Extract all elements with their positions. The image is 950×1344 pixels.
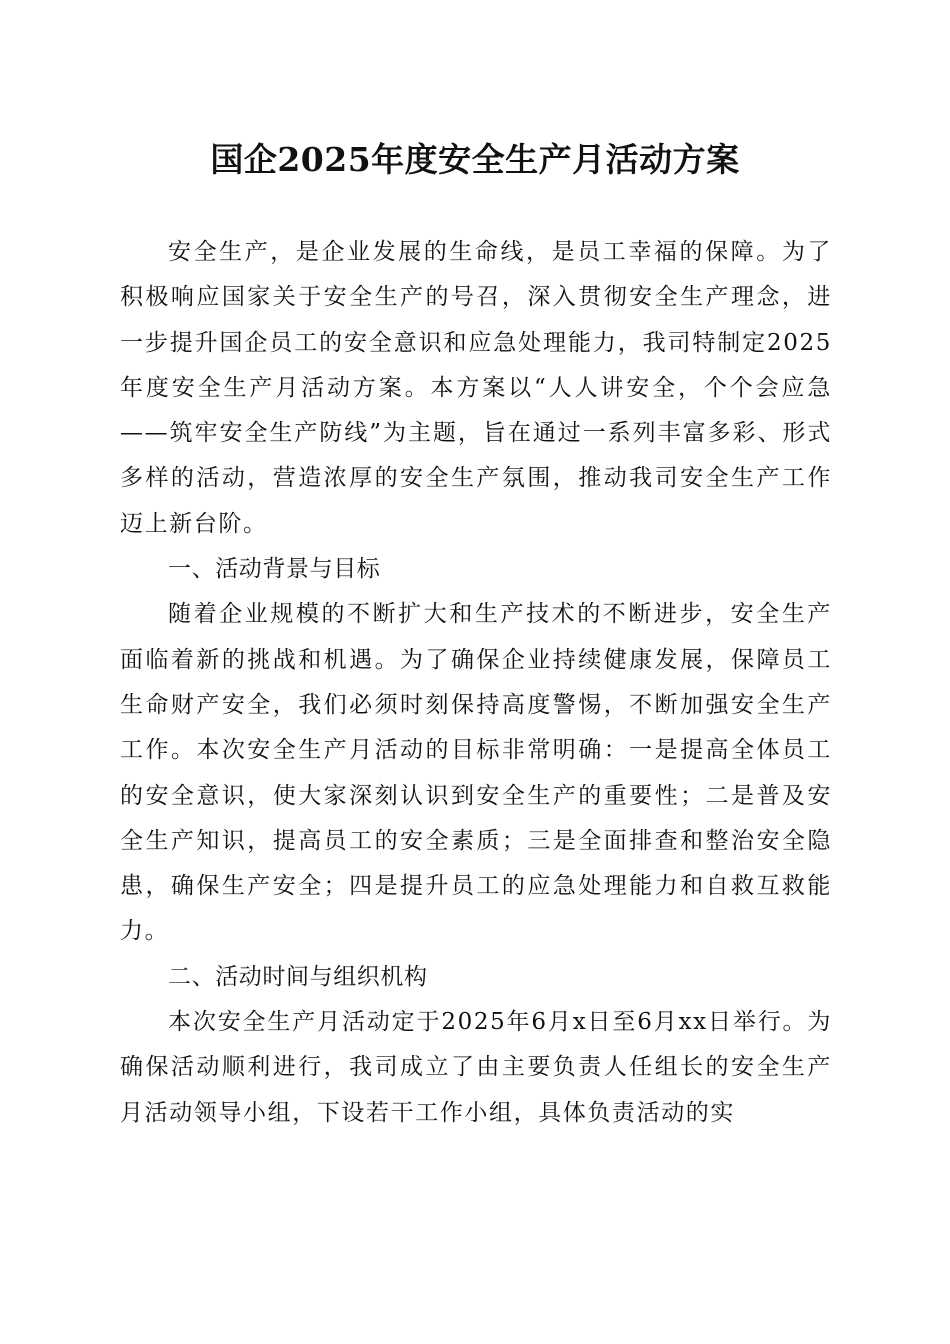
section-paragraph-time-organization: 本次安全生产月活动定于2025年6月x日至6月xx日举行。为确保活动顺利进行，我司成立了由主要负责人任组长的安全生产月活动领导小组，下设若干工作小组，具体负责活动的实 — [120, 1009, 832, 1126]
section-heading-time-organization: 二、活动时间与组织机构 — [168, 963, 428, 990]
document-body — [120, 230, 832, 1136]
section-paragraph-background-goals: 随着企业规模的不断扩大和生产技术的不断进步，安全生产面临着新的挑战和机遇。为了确保企业持续健康发展，保障员工生命财产安全，我们必须时刻保持高度警惕，不断加强安全生产工作。本次安全生产月活动的目标非常明确：一是提高全体员工的安全意识，使大家深刻认识到安全生产的重要性；二是普及安全生产知识，提高员工的安全素质；三是全面排查和整治安全隐患，确保生产安全；四是提升员工的应急处理能力和自救互救能力。 — [120, 601, 832, 945]
section-heading-background-goals: 一、活动背景与目标 — [168, 556, 381, 583]
intro-paragraph: 安全生产，是企业发展的生命线，是员工幸福的保障。为了积极响应国家关于安全生产的号召，深入贯彻安全生产理念，进一步提升国企员工的安全意识和应急处理能力，我司特制定2025年度安全生产月活动方案。本方案以“人人讲安全，个个会应急——筑牢安全生产防线”为主题，旨在通过一系列丰富多彩、形式多样的活动，营造浓厚的安全生产氛围，推动我司安全生产工作迈上新台阶。 — [120, 239, 832, 537]
document-title: 国企2025年度安全生产月活动方案 — [210, 140, 740, 179]
